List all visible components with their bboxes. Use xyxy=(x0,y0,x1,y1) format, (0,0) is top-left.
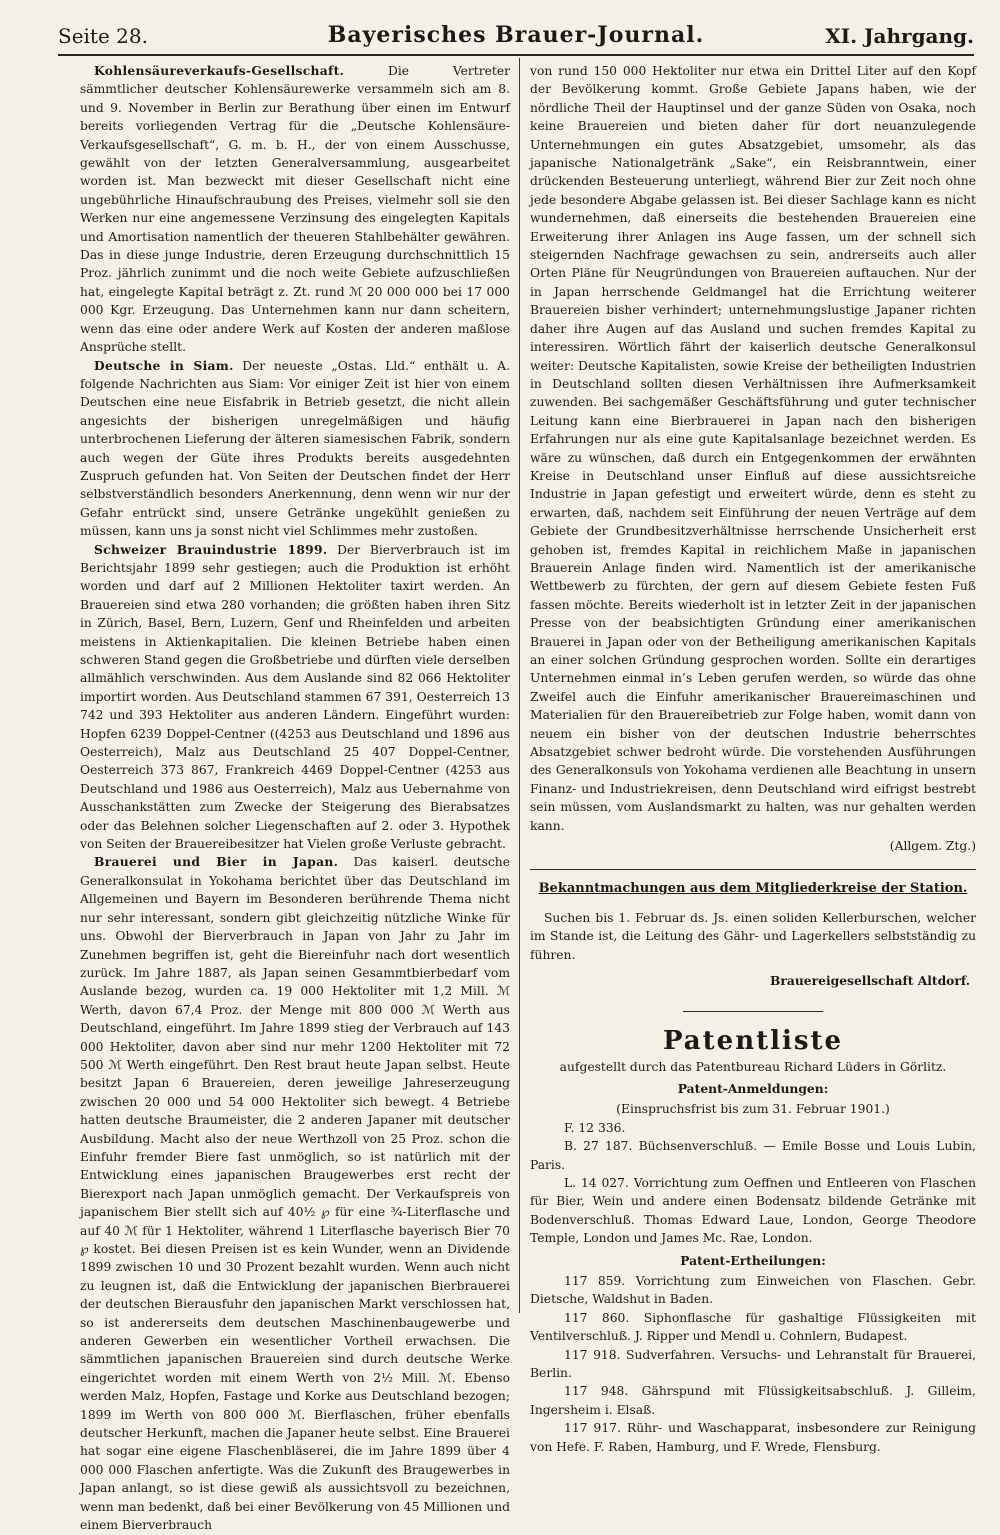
patent-list-title: Patentliste xyxy=(662,1025,844,1056)
article-heading: Deutsche in Siam. xyxy=(94,357,234,373)
patent-objection-note: (Einspruchsfrist bis zum 31. Februar 1901.) xyxy=(616,1102,890,1117)
patent-grant-entry: 117 918. Sudverfahren. Versuchs- und Lehranstalt für Brauerei, Berlin. xyxy=(530,1347,976,1380)
journal-title: Bayerisches Brauer-Journal. xyxy=(327,22,705,48)
announcement-firm: Brauereigesellschaft Altdorf. xyxy=(770,973,970,989)
right-column xyxy=(530,62,976,1456)
article-heading: Brauerei und Bier in Japan. xyxy=(94,854,339,870)
announcement-text: Suchen bis 1. Februar ds. Js. einen soliden Kellerburschen, welcher im Stande ist, die Leitung des Gähr- und Lagerkellers selbstständig zu führen. xyxy=(530,910,976,962)
short-divider xyxy=(683,1011,823,1012)
article-heading: Kohlensäureverkaufs-Gesellschaft. xyxy=(94,63,345,78)
section-divider xyxy=(530,869,976,870)
column-rule xyxy=(519,58,520,1313)
patent-application-entry: B. 27 187. Büchsenverschluß. — Emile Bosse und Louis Lubin, Paris. xyxy=(530,1139,976,1172)
announcements-heading: Bekanntmachungen aus dem Mitgliederkreise der Station. xyxy=(538,881,968,897)
patent-grants-heading: Patent-Ertheilungen: xyxy=(680,1252,826,1268)
article-siam xyxy=(80,357,510,541)
patent-applications-heading: Patent-Anmeldungen: xyxy=(677,1080,829,1096)
article-text: Das kaiserl. deutsche Generalkonsulat in Yokohama berichtet über das Deutschland im Allgemeinen und Bayern im Besonderen berührende Thema nicht nur sehr interessant, sondern gibt gleichzeitig nützliche Winke für uns. Obwohl der Bierverbrauch in Japan von Jahr zu Jahr im Zunehmen begriffen ist, geht die Biereinfuhr nach dort wesentlich zurück. Im Jahre 1887, als Japan seinen Gesammtbierbedarf vom Auslande bezog, wurden ca. 19 000 Hektoliter mit 1,2 Mill. ℳ Werth, davon 67,4 Proz. der Menge mit 800 000 ℳ Werth aus Deutschland, eingeführt. Im Jahre 1899 stieg der Verbrauch auf 143 000 Hektoliter, davon aber sind nur mehr 1200 Hektoliter mit 72 500 ℳ Werth eingeführt. Den Rest braut heute Japan selbst. Heute besitzt Japan 6 Brauereien, deren jeweilige Jahreserzeugung zwischen 20 000 und 54 000 Hektoliter sich bewegt. 4 Betriebe hatten deutsche Braumeister, die 2 anderen Japaner mit deutscher Ausbildung. Macht also der neue Werthzoll von 25 Proz. schon die Einfuhr fremder Biere fast unmöglich, so ist natürlich mit der Entwicklung eines japanischen Braugewerbes erst recht der Bierexport nach Japan unmöglich gemacht. Der Verkaufspreis von japanischem Bier stellt sich auf 40½ ℘ für eine ¾-Literflasche und auf 40 ℳ für 1 Hektoliter, während 1 Literflasche bayerisch Bier 70 ℘ kostet. Bei diesen Preisen ist es kein Wunder, wenn an Dividende 1899 zwischen 10 und 30 Prozent bezahlt wurden. Wenn auch nicht zu leugnen ist, daß die Entwicklung der japanischen Bierbrauerei der deutschen Bierausfuhr den japanischen Markt verschlossen hat, so ist andererseits dem deutschen Maschinenbaugewerbe und anderen Gewerben ein wesentlicher Vortheil erwachsen. Die sämmtlichen japanischen Brauereien sind durch deutsche Werke eingerichtet worden mit einem Werth von 2½ Mill. ℳ. Ebenso werden Malz, Hopfen, Fastage und Korke aus Deutschland bezogen; 1899 im Werth von 800 000 ℳ. Bierflaschen, früher ebenfalls deutscher Herkunft, machen die Japaner heute selbst. Eine Brauerei hat sogar eine eigene Flaschenbläserei, die im Jahre 1899 über 4 000 000 Flaschen anfertigte. Was die Zukunft des Braugewerbes in Japan anlangt, so ist diese gewiß als aussichtsvoll zu bezeichnen, wenn man bedenkt, daß bei einer Bevölkerung von 45 Millionen und einem Bierverbrauch xyxy=(80,855,510,1533)
patent-application-entry: F. 12 336. xyxy=(564,1120,626,1135)
page-header xyxy=(58,20,974,56)
patent-grant-entry: 117 859. Vorrichtung zum Einweichen von Flaschen. Gebr. Dietsche, Waldshut in Baden. xyxy=(530,1273,976,1307)
patent-application-entry: L. 14 027. Vorrichtung zum Oeffnen und Entleeren von Flaschen für Bier, Wein und andere einen Bodensatz bildende Getränke mit Bodenverschluß. Thomas Edward Laue, London, George Theodore Temple, London und James Mc. Rae, London. xyxy=(530,1175,976,1246)
volume-label: XI. Jahrgang. xyxy=(825,24,974,48)
patent-grant-entry: 117 860. Siphonflasche für gashaltige Flüssigkeiten mit Ventilverschluß. J. Ripper und Mendl u. Cohnlern, Budapest. xyxy=(530,1310,976,1344)
article-schweiz xyxy=(80,541,510,854)
patent-grant-entry: 117 948. Gährspund mit Flüssigkeitsabschluß. J. Gilleim, Ingersheim i. Elsaß. xyxy=(530,1384,976,1417)
patent-grant-entry: 117 917. Rühr- und Waschapparat, insbesondere zur Reinigung von Hefe. F. Raben, Hamburg, und F. Wrede, Flensburg. xyxy=(530,1421,976,1454)
article-heading: Schweizer Brauindustrie 1899. xyxy=(94,541,328,557)
patent-list-subtitle: aufgestellt durch das Patentbureau Richard Lüders in Görlitz. xyxy=(559,1059,947,1074)
article-text: Die Vertreter sämmtlicher deutscher Kohlensäurewerke versammeln sich am 8. und 9. November in Berlin zur Berathung über einen im Entwurf bereits vorliegenden Vertrag für die „Deutsche Kohlensäure-Verkaufsgesellschaft“, G. m. b. H., der von einem Ausschusse, gewählt von der letzten Generalversammlung, ausgearbeitet worden ist. Man bezweckt mit dieser Gesellschaft nicht eine ungebührliche Hinaufschraubung des Preises, vielmehr soll sie den Werken nur eine angemessene Verzinsung des eingelegten Kapitals und Amortisation namentlich der theueren Stahlbehälter gewähren. Das in diese junge Industrie, deren Erzeugung durchschnittlich 15 Proz. jährlich zunimmt und die noch weite Gebiete aufzuschließen hat, eingelegte Kapital beträgt z. Zt. rund ℳ 20 000 000 bei 17 000 000 Kgr. Erzeugung. Das Unternehmen kann nur dann scheitern, wenn das eine oder andere Werk auf Kosten der anderen maßlose Ansprüche stellt. xyxy=(80,64,510,355)
article-source: (Allgem. Ztg.) xyxy=(889,839,976,854)
left-column xyxy=(80,62,510,1535)
article-kohlensaeure xyxy=(80,62,510,357)
article-text: Der neueste „Ostas. Lld.“ enthält u. A. folgende Nachrichten aus Siam: Vor einiger Zeit ist hier von einem Deutschen eine neue Eisfabrik in Betrieb gesetzt, die nicht allein angesichts der bisherigen unregelmäßigen und häufig unterbrochenen Lieferung der älteren siamesischen Fabrik, sondern auch wegen der Güte ihres Produkts bereits ausgedehnten Zuspruch gefunden hat. Von Seiten der Deutschen findet der Herr selbstverständlich besonders Anerkennung, denn wenn wir nur der Gefahr entrückt sind, unsere Getränke ungekühlt genießen zu müssen, kann uns ja sonst nicht viel Schlimmes mehr zustoßen. xyxy=(80,358,510,539)
article-text: Der Bierverbrauch ist im Berichtsjahr 1899 sehr gestiegen; auch die Produktion ist erhöht worden und darf auf 2 Millionen Hektoliter taxirt werden. An Brauereien sind etwa 280 vorhanden; die größten haben ihren Sitz in Zürich, Basel, Bern, Luzern, Genf und Rheinfelden und arbeiten meistens in Aktienkapitalien. Die kleinen Betriebe haben einen schweren Stand gegen die Großbetriebe und dürften viele derselben allmählich verschwinden. Aus dem Auslande sind 82 066 Hektoliter importirt worden. Aus Deutschland stammen 67 391, Oesterreich 13 742 und 393 Hektoliter aus anderen Ländern. Eingeführt wurden: Hopfen 6239 Doppel-Centner ((4253 aus Deutschland und 1896 aus Oesterreich), Malz aus Deutschland 25 407 Doppel-Centner, Oesterreich 373 867, Frankreich 4469 Doppel-Centner (4253 aus Deutschland und 1986 aus Oesterreich), Malz aus Uebernahme von Ausschankstätten zum Zwecke der Steigerung des Bierabsatzes oder das Belehnen solcher Liegenschaften auf 2. oder 3. Hypothek von Seiten der Brauereibesitzer hat Vielen große Verluste gebracht. xyxy=(80,542,510,852)
article-japan-continued: von rund 150 000 Hektoliter nur etwa ein Drittel Liter auf den Kopf der Bevölkerung kommt. Große Gebiete Japans haben, wie der nördliche Theil der Hauptinsel und der ganze Süden von Osaka, noch keine Brauereien und bieten daher für dort neuanzulegende Unternehmungen ein gutes Absatzgebiet, umsomehr, als das japanische Nationalgetränk „Sake“, ein Reisbranntwein, einer drückenden Besteuerung unterliegt, während Bier zur Zeit noch ohne jede besondere Abgabe gelassen ist. Bei dieser Sachlage kann es nicht wundernehmen, daß einerseits die bestehenden Brauereien eine Erweiterung ihrer Anlagen ins Auge fassen, um der schnell sich steigernden Nachfrage gewachsen zu sein, andrerseits auch aller Orten Pläne für Neugründungen von Brauereien auftauchen. Nur der in Japan herrschende Geldmangel hat die Errichtung weiterer Brauereien bisher verhindert; unternehmungslustige Japaner richten daher ihre Augen auf das Ausland und suchen fremdes Kapital zu interessiren. Wörtlich fährt der kaiserlich deutsche Generalkonsul weiter: Deutsche Kapitalisten, sowie Kreise der betheiligten Industrien in Deutschland sollten diesen Verhältnissen ihre Aufmerksamkeit zuwenden. Bei sachgemäßer Geschäftsführung und guter technischer Leitung kann eine Bierbrauerei in Japan nach den bisherigen Erfahrungen nur als eine gute Kapitalsanlage bezeichnet werden. Es wäre zu wünschen, daß durch ein Entgegenkommen der erwähnten Kreise in Deutschland unser Einfluß auf diese aussichtsreiche Industrie in Japan gefestigt und erweitert würde, denn es steht zu erwarten, daß, nachdem seit Einführung der neuen Verträge auf dem Gebiete der Grundbesitzverhältnisse herrschende Unsicherheit erst gehoben ist, fremdes Kapital in reichlichem Maße in japanischen Brauerein Anlage finden wird. Namentlich ist der amerikanische Wettbewerb zu fürchten, der gern auf diesem Gebiete festen Fuß fassen möchte. Bereits wiederholt ist in letzter Zeit in der japanischen Presse von der beabsichtigten Gründung einer amerikanischen Brauerei in Japan oder von der Betheiligung amerikanischen Kapitals an einer solchen Gründung gesprochen worden. Sollte ein derartiges Unternehmen einmal in’s Leben gerufen werden, so würde das ohne Zweifel auch die Einfuhr amerikanischer Brauereimaschinen und Materialien für den Brauereibetrieb zur Folge haben, womit dann von neuem ein bisher von der deutschen Industrie beherrschtes Absatzgebiet schwer bedroht würde. Die vorstehenden Ausführungen des Generalkonsuls von Yokohama verdienen alle Beachtung in unsern Finanz- und Industriekreisen, denn Deutschland wird eifrigst bestrebt sein müssen, vom Auslandsmarkt zu halten, was nur gehalten werden kann. xyxy=(530,64,976,833)
page-number: Seite 28. xyxy=(58,24,148,48)
article-japan xyxy=(80,853,510,1534)
